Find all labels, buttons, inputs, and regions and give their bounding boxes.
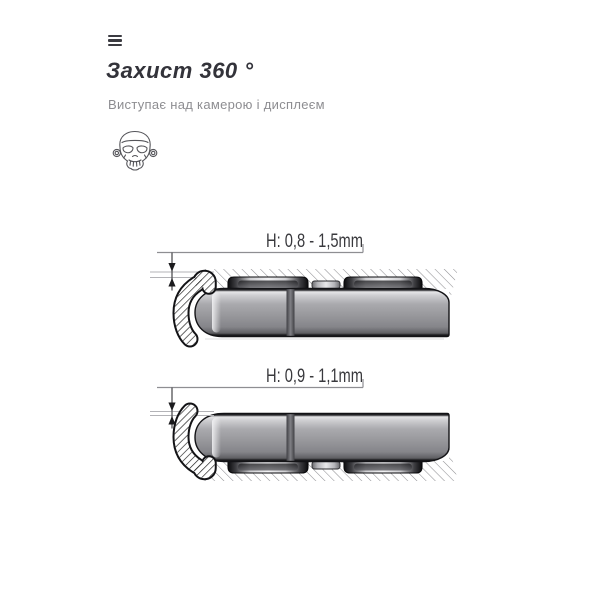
arrow-down <box>168 403 175 412</box>
antenna-seam <box>287 414 295 461</box>
camera-lens-glass <box>354 464 412 471</box>
arrow-down <box>168 263 175 272</box>
page-subtitle: Виступає над камерою і дисплеєм <box>108 97 325 112</box>
edge-highlight <box>212 418 221 458</box>
camera-lens-glass <box>238 464 298 471</box>
measurement-label: H: 0,8 - 1,5mm <box>266 231 363 252</box>
arrow-up <box>168 416 175 425</box>
page-title: Захист 360 ° <box>106 58 254 83</box>
phone-body-section <box>195 414 449 462</box>
diagram-camera-side <box>150 231 458 339</box>
edge-highlight <box>212 293 221 333</box>
arrow-up <box>168 278 175 287</box>
measurement-label: H: 0,9 - 1,1mm <box>266 366 363 387</box>
camera-island-step <box>312 281 340 289</box>
camera-lens-glass <box>238 281 298 288</box>
antenna-seam <box>287 289 295 336</box>
phone-body-section <box>195 289 449 337</box>
diagram-display-side <box>150 366 458 481</box>
camera-lens-glass <box>354 281 412 288</box>
camera-island-step <box>312 462 340 470</box>
